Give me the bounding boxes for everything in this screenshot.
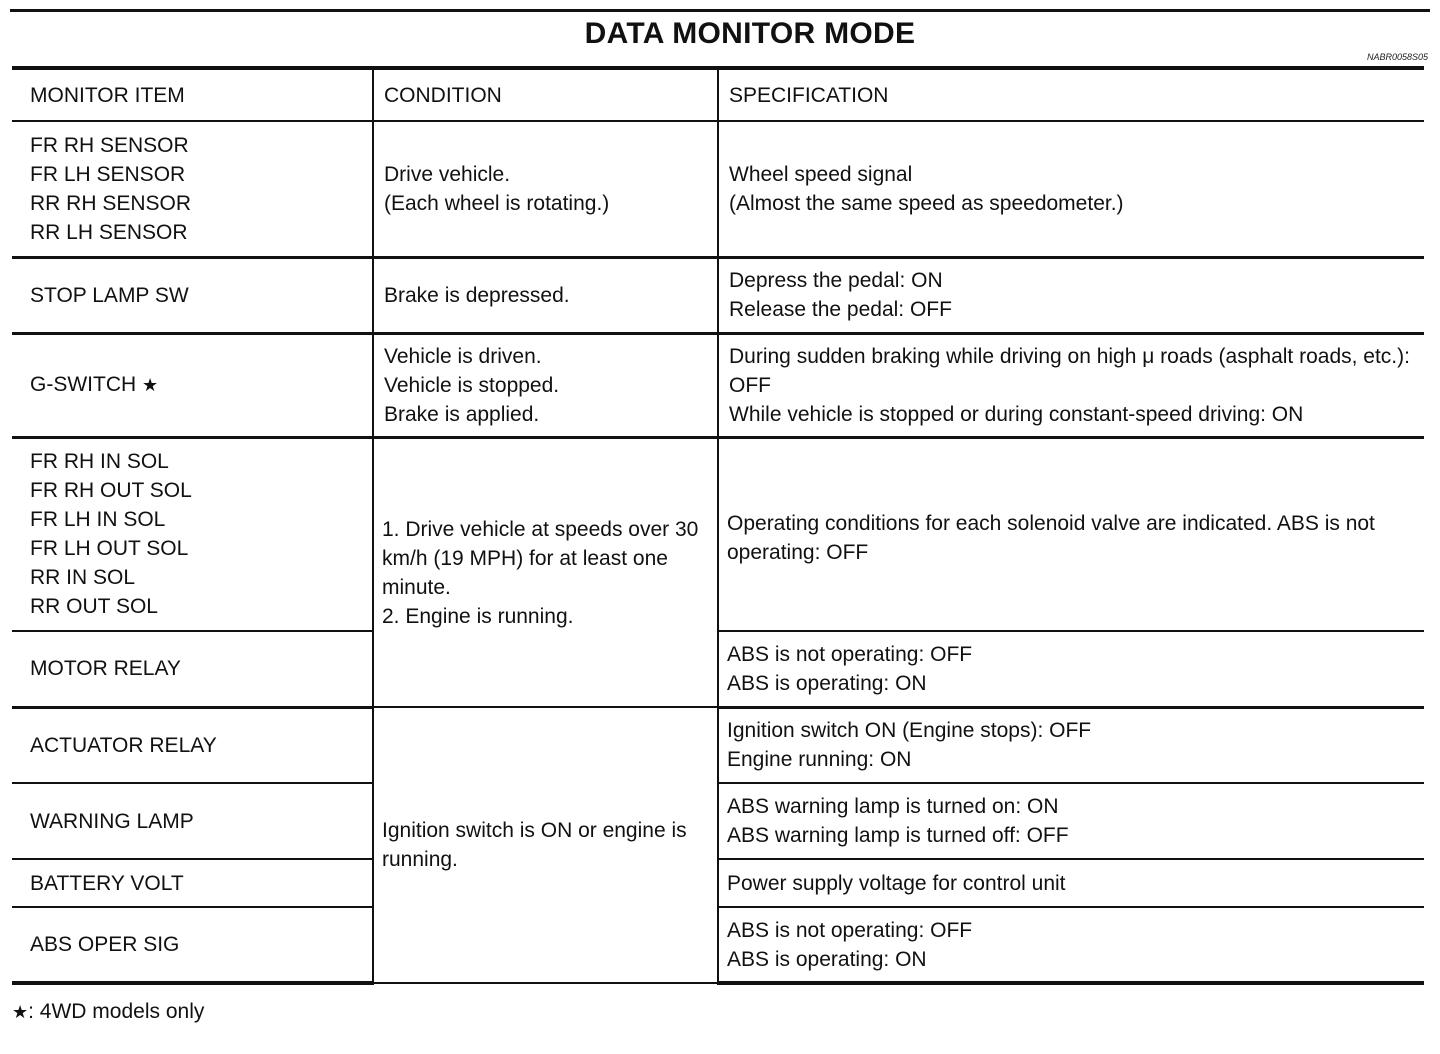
monitor-item: RR RH SENSOR (30, 191, 192, 215)
specification-text: ABS is operating: ON (727, 671, 927, 695)
table-row (12, 707, 1424, 783)
table-row (12, 121, 1424, 257)
specification-text: ABS warning lamp is turned off: OFF (727, 824, 1069, 847)
condition-text: Brake is depressed. (373, 257, 718, 333)
footnote (12, 1000, 204, 1024)
monitor-item-cell (12, 437, 373, 631)
condition-text: (Each wheel is rotating.) (384, 191, 610, 215)
specification-text: During sudden braking while driving on high μ roads (asphalt roads, etc.): OFF (729, 344, 1410, 397)
specification-cell (718, 907, 1424, 983)
specification-cell (718, 783, 1424, 859)
specification-text: Operating conditions for each solenoid valve are indicated. ABS is not operating: OFF (727, 511, 1375, 564)
monitor-item: FR LH SENSOR (30, 162, 186, 186)
specification-cell (718, 333, 1424, 437)
specification-text: (Almost the same speed as speedometer.) (729, 191, 1124, 215)
header-monitor-item: MONITOR ITEM (12, 68, 373, 121)
condition-cell (373, 707, 718, 983)
monitor-item: MOTOR RELAY (12, 631, 373, 707)
specification-text: ABS is not operating: OFF (727, 642, 973, 666)
monitor-item: RR IN SOL (30, 566, 136, 590)
specification-cell (718, 631, 1424, 707)
data-monitor-table (12, 66, 1424, 985)
header-specification: SPECIFICATION (718, 68, 1424, 121)
specification-text: Wheel speed signal (729, 162, 913, 186)
monitor-item: FR RH IN SOL (30, 450, 169, 474)
monitor-item: STOP LAMP SW (12, 257, 373, 333)
table-row (12, 859, 1424, 907)
condition-text: Brake is applied. (384, 402, 540, 426)
monitor-item: FR LH IN SOL (30, 508, 166, 532)
monitor-item: FR RH SENSOR (30, 133, 189, 157)
condition-text: Ignition switch is ON or engine is running. (382, 819, 687, 871)
table-row (12, 437, 1424, 631)
condition-text: Vehicle is stopped. (384, 373, 560, 397)
specification-text: ABS is not operating: OFF (727, 918, 973, 942)
monitor-item: FR LH OUT SOL (30, 537, 189, 561)
monitor-item-cell (12, 121, 373, 257)
condition-text: 1. Drive vehicle at speeds over 30 km/h (19 MPH) for at least one minute. (382, 517, 699, 599)
table-row (12, 631, 1424, 707)
specification-text: While vehicle is stopped or during constant-speed driving: ON (729, 402, 1304, 426)
specification-text: ABS is operating: ON (727, 947, 927, 971)
table-row (12, 257, 1424, 333)
specification-cell (718, 257, 1424, 333)
specification-text: Release the pedal: OFF (729, 298, 952, 321)
document-reference: NABR0058S05 (1366, 52, 1428, 62)
page-title: DATA MONITOR MODE (584, 17, 916, 50)
star-icon: ★ (142, 375, 159, 395)
specification-text: Depress the pedal: ON (729, 269, 943, 292)
condition-text: Vehicle is driven. (384, 344, 542, 368)
monitor-item: ABS OPER SIG (12, 907, 373, 983)
specification-text: Engine running: ON (727, 748, 912, 772)
condition-cell (373, 333, 718, 437)
table-row (12, 907, 1424, 983)
specification-cell (718, 437, 1424, 631)
specification-text: Ignition switch ON (Engine stops): OFF (727, 719, 1092, 743)
condition-text: Drive vehicle. (384, 162, 511, 186)
table-row (12, 783, 1424, 859)
monitor-item: FR RH OUT SOL (30, 479, 192, 503)
star-icon: ★ (12, 1002, 29, 1022)
condition-cell (373, 121, 718, 257)
footnote-text: : 4WD models only (28, 1000, 205, 1023)
monitor-item: G-SWITCH (30, 373, 137, 396)
condition-cell (373, 437, 718, 707)
specification-text: ABS warning lamp is turned on: ON (727, 795, 1059, 818)
header-condition: CONDITION (373, 68, 718, 121)
table-header-row (12, 68, 1424, 121)
monitor-item: RR LH SENSOR (30, 220, 188, 244)
table-row (12, 333, 1424, 437)
specification-text: Power supply voltage for control unit (718, 859, 1424, 907)
monitor-item: WARNING LAMP (12, 783, 373, 859)
condition-text: 2. Engine is running. (382, 604, 574, 628)
top-rule (10, 9, 1430, 12)
monitor-item: ACTUATOR RELAY (12, 707, 373, 783)
specification-cell (718, 707, 1424, 783)
monitor-item: BATTERY VOLT (12, 859, 373, 907)
specification-cell (718, 121, 1424, 257)
monitor-item-cell (12, 333, 373, 437)
monitor-item: RR OUT SOL (30, 595, 158, 619)
